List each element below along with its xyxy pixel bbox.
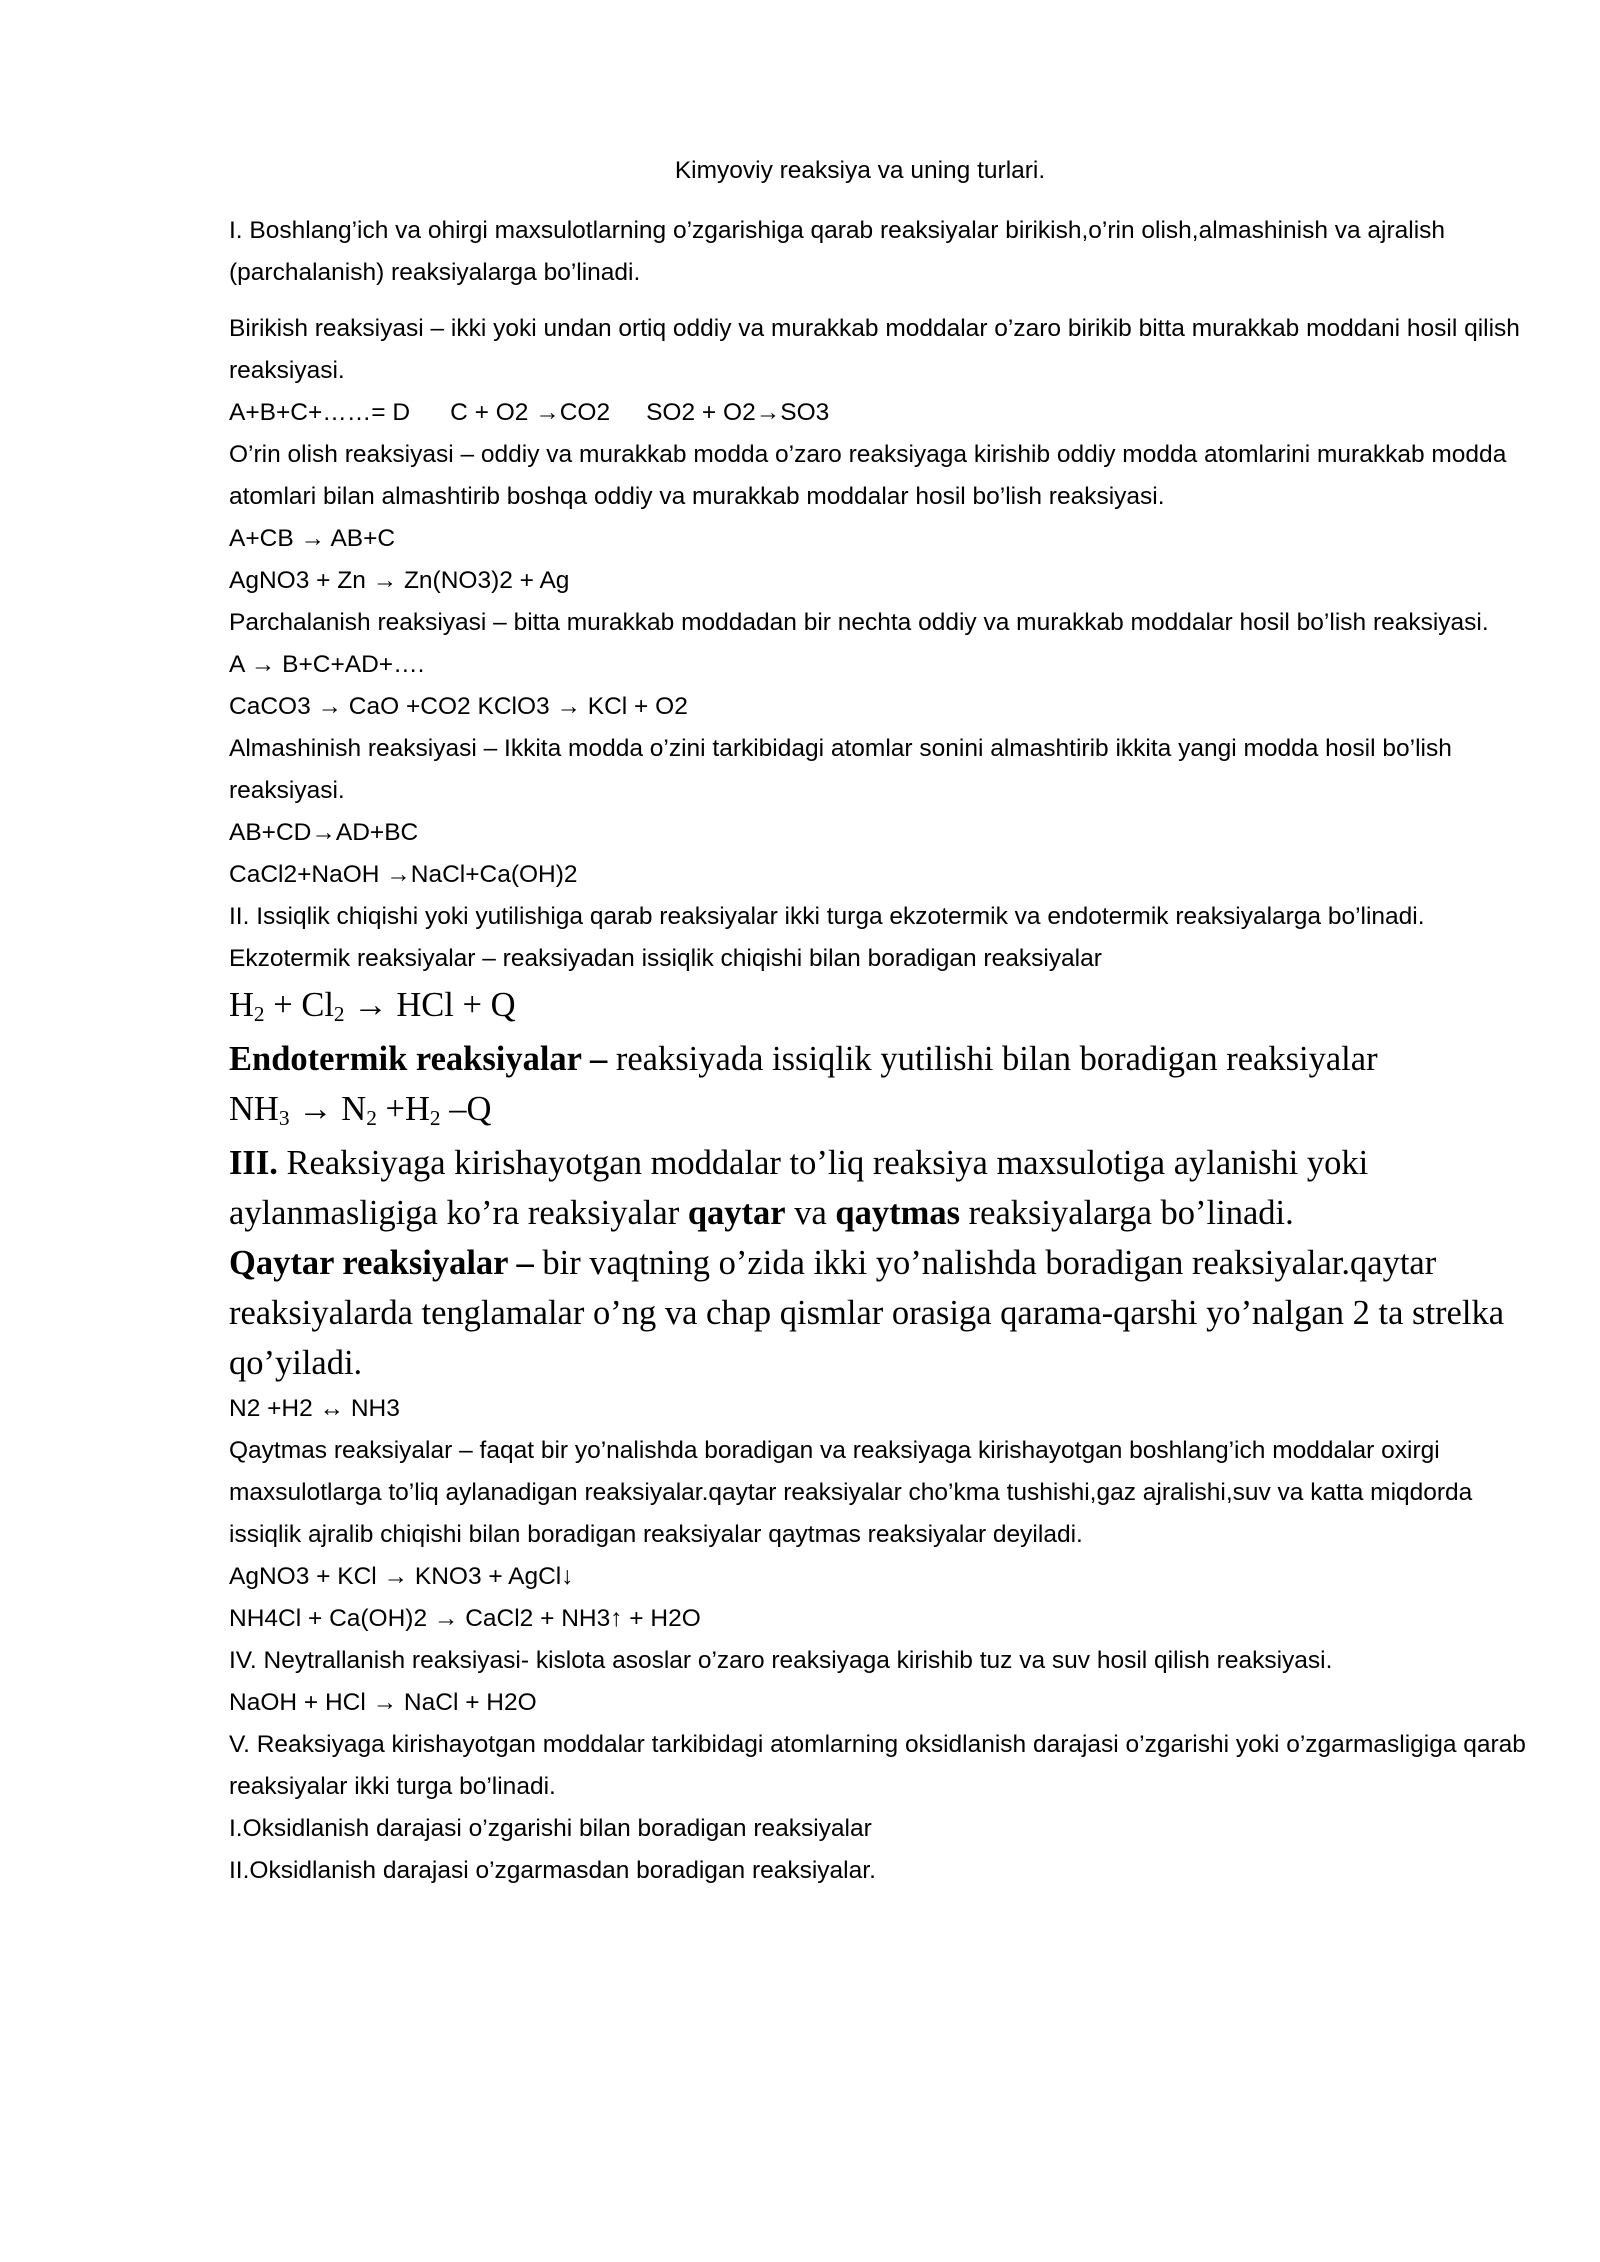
endotermik-definition xyxy=(229,1034,1529,1084)
endotermik-equation xyxy=(229,1084,1529,1138)
eq-subscript: 2 xyxy=(333,1002,345,1027)
almashinish-definition: Almashinish reaksiyasi – Ikkita modda o’zini tarkibidagi atomlar sonini almashtirib ikkita yangi modda hosil bo’lish reaksiyasi. xyxy=(229,735,1452,804)
document-title: Kimyoviy reaksiya va uning turlari. xyxy=(674,157,1046,184)
almashinish-equation-general: AB+CD→AD+BC xyxy=(229,819,419,846)
birikish-equation-general: A+B+C+……= D xyxy=(229,399,411,426)
parchalanish-equation-general: A → B+C+AD+…. xyxy=(229,651,425,678)
birikish-equations xyxy=(229,392,1529,434)
birikish-definition: Birikish reaksiyasi – ikki yoki undan ortiq oddiy va murakkab moddalar o’zaro birikib bitta murakkab moddani hosil qilish reaksiyasi. xyxy=(229,315,1520,384)
qaytar-term: qaytar xyxy=(687,1194,786,1232)
qaytar-heading: Qaytar reaksiyalar – xyxy=(229,1244,534,1282)
section-5-intro: V. Reaksiyaga kirishayotgan moddalar tarkibidagi atomlarning oksidlanish darajasi o’zgarishi yoki o’zgarmasligiga qarab reaksiyalar ikki turga bo’linadi. xyxy=(229,1731,1526,1800)
parchalanish-definition: Parchalanish reaksiyasi – bitta murakkab moddadan bir nechta oddiy va murakkab moddalar hosil bo’lish reaksiyasi. xyxy=(229,609,1489,636)
eq-part: –Q xyxy=(440,1090,492,1128)
section-3-intro xyxy=(229,1138,1529,1238)
qaytar-equation: N2 +H2 ↔ NH3 xyxy=(229,1395,400,1422)
birikish-equation-so3: SO2 + O2→SO3 xyxy=(646,399,830,426)
section-3-text: reaksiyalarga bo’linadi. xyxy=(960,1194,1294,1232)
eq-subscript: 2 xyxy=(429,1106,441,1131)
eq-part: → HCl + Q xyxy=(344,986,516,1024)
eq-part: NH xyxy=(229,1090,279,1128)
document-page xyxy=(229,150,1529,1892)
eq-subscript: 3 xyxy=(278,1106,290,1131)
eq-part: + Cl xyxy=(264,986,334,1024)
neytrallanish-equation: NaOH + HCl → NaCl + H2O xyxy=(229,1689,537,1716)
ekzotermik-definition: Ekzotermik reaksiyalar – reaksiyadan issiqlik chiqishi bilan boradigan reaksiyalar xyxy=(229,945,1102,972)
section-3-text: va xyxy=(785,1194,836,1232)
birikish-equation-co2: C + O2 →CO2 xyxy=(450,399,611,426)
section-3-number: III. xyxy=(229,1144,278,1182)
almashinish-equation-example: CaCl2+NaOH →NaCl+Ca(OH)2 xyxy=(229,861,578,888)
orin-olish-equation-general: A+CB → AB+C xyxy=(229,525,396,552)
qaytar-text: bir vaqtning o’zida ikki yo’nalishda boradigan reaksiyalar.qaytar reaksiyalarda tenglamalar o’ng va chap qismlar orasiga qarama-qarshi yo’nalgan 2 ta strelka qo’yiladi. xyxy=(229,1244,1505,1382)
section-1-intro: I. Boshlang’ich va ohirgi maxsulotlarning o’zgarishiga qarab reaksiyalar birikish,o’rin olish,almashinish va ajralish (parchalanish) reaksiyalarga bo’linadi. xyxy=(229,217,1446,286)
endotermik-text: reaksiyada issiqlik yutilishi bilan boradigan reaksiyalar xyxy=(607,1040,1378,1078)
section-5-item-1: I.Oksidlanish darajasi o’zgarishi bilan boradigan reaksiyalar xyxy=(229,1815,872,1842)
eq-subscript: 2 xyxy=(253,1002,265,1027)
qaytmas-term: qaytmas xyxy=(835,1194,961,1232)
eq-part: +H xyxy=(376,1090,430,1128)
section-3-text: Reaksiyaga kirishayotgan moddalar to’liq reaksiya maxsulotiga aylanishi yoki aylanmasligiga ko’ra reaksiyalar xyxy=(229,1144,1369,1232)
qaytar-definition xyxy=(229,1238,1529,1388)
eq-part: → N xyxy=(289,1090,367,1128)
ekzotermik-equation xyxy=(229,980,1529,1034)
section-5-item-2: II.Oksidlanish darajasi o’zgarmasdan boradigan reaksiyalar. xyxy=(229,1857,876,1884)
qaytmas-definition: Qaytmas reaksiyalar – faqat bir yo’nalishda boradigan va reaksiyaga kirishayotgan boshlang’ich moddalar oxirgi maxsulotlarga to’liq aylanadigan reaksiyalar.qaytar reaksiyalar cho’kma tushishi,gaz ajralishi,suv va katta miqdorda issiqlik ajralib chiqishi bilan boradigan reaksiyalar qaytmas reaksiyalar deyiladi. xyxy=(229,1437,1473,1548)
orin-olish-definition: O’rin olish reaksiyasi – oddiy va murakkab modda o’zaro reaksiyaga kirishib oddiy modda atomlarini murakkab modda atomlari bilan almashtirib boshqa oddiy va murakkab moddalar hosil bo’lish reaksiyasi. xyxy=(229,441,1507,510)
eq-part: H xyxy=(229,986,254,1024)
orin-olish-equation-example: AgNO3 + Zn → Zn(NO3)2 + Ag xyxy=(229,567,570,594)
qaytmas-equation-1: AgNO3 + KCl → KNO3 + AgCl↓ xyxy=(229,1563,574,1590)
eq-subscript: 2 xyxy=(366,1106,377,1131)
qaytmas-equation-2: NH4Cl + Ca(OH)2 → CaCl2 + NH3↑ + H2O xyxy=(229,1605,701,1632)
section-2-intro: II. Issiqlik chiqishi yoki yutilishiga qarab reaksiyalar ikki turga ekzotermik va endotermik reaksiyalarga bo’linadi. xyxy=(229,903,1425,930)
parchalanish-equation-example: CaCO3 → CaO +CO2 KClO3 → KCl + O2 xyxy=(229,693,688,720)
neytrallanish-definition: IV. Neytrallanish reaksiyasi- kislota asoslar o’zaro reaksiyaga kirishib tuz va suv hosil qilish reaksiyasi. xyxy=(229,1647,1333,1674)
endotermik-term: Endotermik reaksiyalar – xyxy=(229,1040,608,1078)
